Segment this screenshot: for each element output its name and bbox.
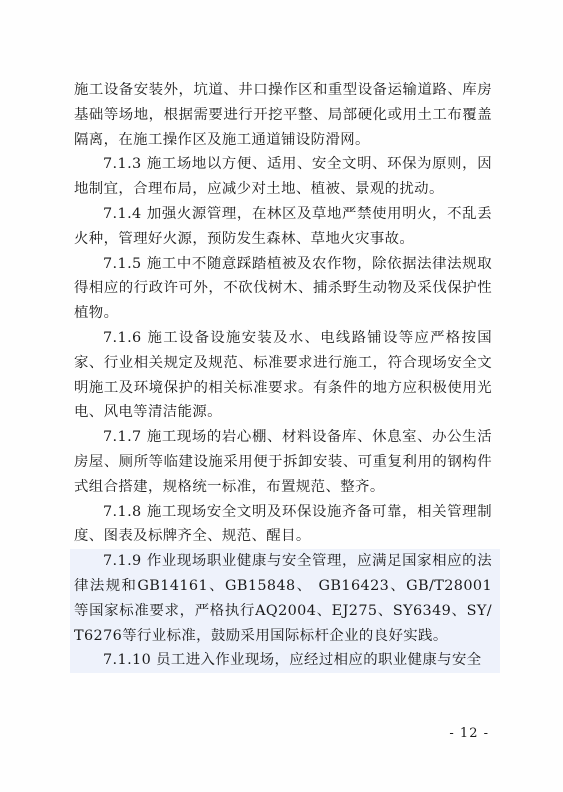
clause-7-1-10: 7.1.10 员工进入作业现场，应经过相应的职业健康与安全 <box>70 648 500 673</box>
clause-7-1-5: 7.1.5 施工中不随意踩踏植被及农作物，除依据法律法规取得相应的行政许可外，不砍伐树木、捕杀野生动物及采伐保护性植物。 <box>74 255 492 322</box>
clause-7-1-9: 7.1.9 作业现场职业健康与安全管理，应满足国家相应的法律法规和GB14161、GB15848、 GB16423、GB/T28001等国家标准要求，严格执行AQ2004、EJ275、SY6349、SY/T6276等行业标准，鼓励采用国际标杆企业的良好实践。 <box>70 549 500 648</box>
clause-7-1-4: 7.1.4 加强火源管理，在林区及草地严禁使用明火，不乱丢火种，管理好火源，预防发生森林、草地火灾事故。 <box>74 205 492 247</box>
clause-7-1-6: 7.1.6 施工设备设施安装及水、电线路铺设等应严格按国家、行业相关规定及规范、标准要求进行施工，符合现场安全文明施工及环境保护的相关标准要求。有条件的地方应积极使用光电、风电等清洁能源。 <box>74 329 492 421</box>
page-number: - 12 - <box>449 726 489 741</box>
body-text <box>74 78 492 673</box>
paragraph-continuation: 施工设备安装外，坑道、井口操作区和重型设备运输道路、库房基础等场地，根据需要进行开挖平整、局部硬化或用土工布覆盖隔离，在施工操作区及施工通道铺设防滑网。 <box>74 82 492 148</box>
clause-7-1-7: 7.1.7 施工现场的岩心棚、材料设备库、休息室、办公生活房屋、厕所等临建设施采用便于拆卸安装、可重复利用的钢构件式组合搭建，规格统一标准，布置规范、整齐。 <box>74 429 492 495</box>
clause-7-1-3: 7.1.3 施工场地以方便、适用、安全文明、环保为原则，因地制宜，合理布局，应减少对土地、植被、景观的扰动。 <box>74 156 492 198</box>
clause-7-1-8: 7.1.8 施工现场安全文明及环保设施齐备可靠，相关管理制度、图表及标牌齐全、规范、醒目。 <box>74 503 492 545</box>
